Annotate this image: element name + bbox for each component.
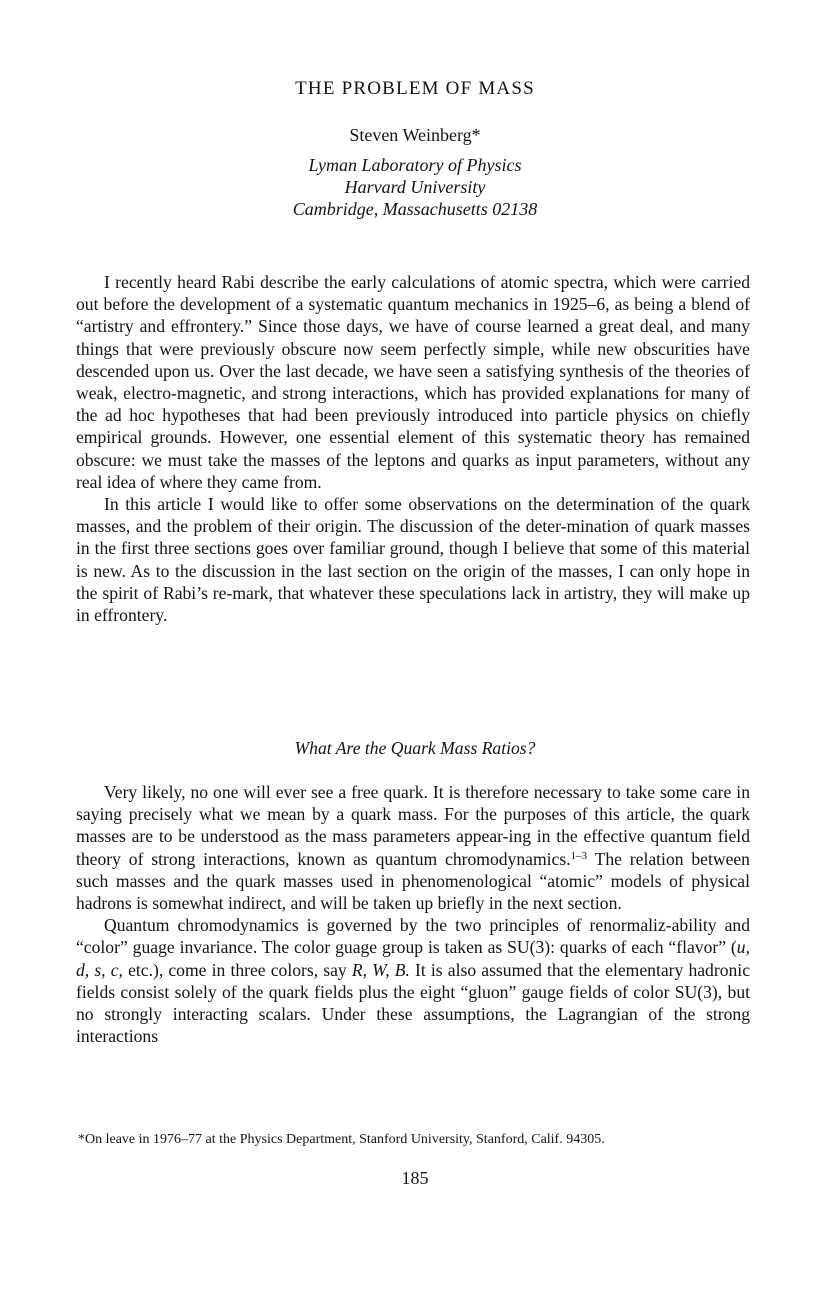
page-number: 185 [401, 1168, 429, 1188]
section-heading: What Are the Quark Mass Ratios? [294, 738, 536, 758]
author-affiliation [0, 154, 830, 220]
section-paragraph-1 [76, 781, 750, 914]
paragraph-text: The relation between such masses and the quark masses used in phenomenological “atomic” models of physical hadrons is somewhat indirect, and will be taken up briefly in the next section. [76, 848, 750, 914]
paragraph-text: It is also assumed that the elementary hadronic fields consist solely of the quark fields plus the eight “gluon” gauge fields of color SU(3), but no strongly interacting scalars. Under these assumptions, the Lagrangian of the strong interactions [76, 959, 750, 1047]
citation-reference: 1–3 [570, 849, 588, 862]
section-body [76, 781, 750, 1047]
affiliation-line-1: Lyman Laboratory of Physics [308, 155, 522, 175]
author-name: Steven Weinberg* [349, 125, 481, 145]
paragraph-text: etc.), come in three colors, say [122, 959, 352, 980]
affiliation-line-3: Cambridge, Massachusetts 02138 [292, 199, 538, 219]
affiliation-line-2: Harvard University [344, 177, 486, 197]
footnote [76, 1131, 750, 1149]
intro-paragraph-1: I recently heard Rabi describe the early calculations of atomic spectra, which were carried out before the development of a systematic quantum mechanics in 1925–6, as being a blend of “artistry and effrontery.” Since those days, we have of course learned a great deal, and many things that were previously obscure now seem perfectly simple, while new obscurities have descended upon us. Over the last decade, we have seen a satisfying synthesis of the theories of weak, electro-magnetic, and strong interactions, which has provided explanations for many of the ad hoc hypotheses that had been previously introduced into particle physics on chiefly empirical grounds. However, one essential element of this systematic theory has remained obscure: we must take the masses of the leptons and quarks as input parameters, without any real idea of where they came from. [76, 272, 750, 492]
flavor-symbols: u, d, s, c, [76, 937, 750, 980]
paragraph-text: Very likely, no one will ever see a free quark. It is therefore necessary to take some care in saying precisely what we mean by a quark mass. For the purposes of this article, the quark masses are to be understood as the mass parameters appear-ing in the effective quantum field theory of strong interactions, known as quantum chromodynamics. [76, 782, 750, 869]
introduction [76, 271, 750, 626]
color-symbols: R, W, B. [351, 959, 410, 980]
paper-title: THE PROBLEM OF MASS [295, 78, 535, 99]
paragraph-text: Quantum chromodynamics is governed by the two principles of renormaliz-ability and “color” guage invariance. The color guage group is taken as SU(3): quarks of each “flavor” ( [76, 915, 750, 958]
intro-paragraph-2: In this article I would like to offer some observations on the determination of the quark masses, and the problem of their origin. The discussion of the deter-mination of quark masses in the first three sections goes over familiar ground, though I believe that some of this material is new. As to the discussion in the last section on the origin of the masses, I can only hope in the spirit of Rabi’s re-mark, that whatever these speculations lack in artistry, they will make up in effrontery. [76, 494, 750, 626]
section-paragraph-2 [76, 914, 750, 1047]
footnote-text: *On leave in 1976–77 at the Physics Department, Stanford University, Stanford, Calif. 94305. [78, 1132, 605, 1147]
